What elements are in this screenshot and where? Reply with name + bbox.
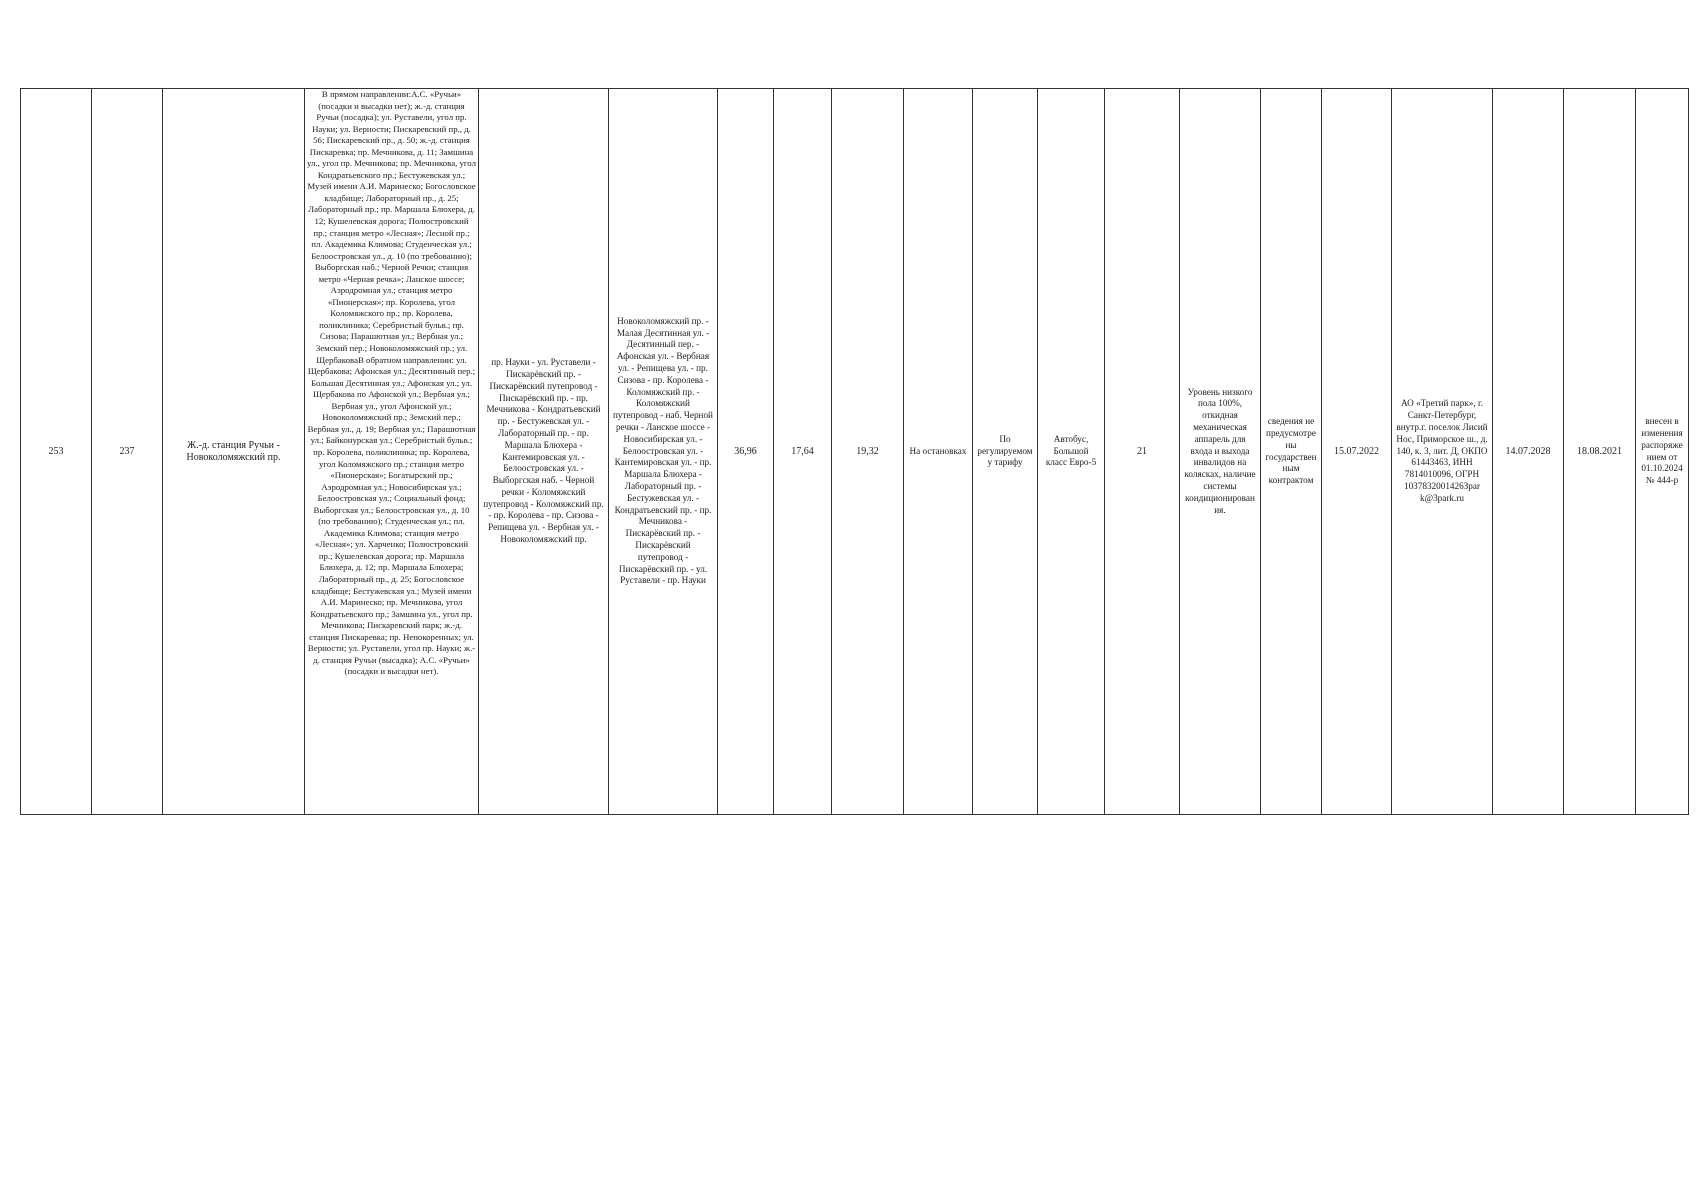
route-number: 237 xyxy=(119,445,135,457)
length-backward-cell xyxy=(832,89,904,815)
route-registry-table xyxy=(20,88,1689,815)
route-name: Ж.-д. станция Ручьи - Новоколомяжский пр. xyxy=(186,439,281,463)
end-date-cell xyxy=(1493,89,1564,815)
vehicle-count-cell xyxy=(1105,89,1180,815)
streets-forward-cell xyxy=(479,89,609,815)
length-total-cell xyxy=(718,89,774,815)
length-total: 36,96 xyxy=(734,445,757,457)
route-stops-cell xyxy=(305,89,479,815)
streets-forward: пр. Науки - ул. Руставели - Пискарёвский пр. - Пискарёвский путепровод - Пискарёвский пр. - пр. Мечникова - Кондратьевский пр. - Бестужевская ул. - Лабораторный пр. - пр. Маршала Блюхера - Кантемировская ул. - Белоостровская ул. - Выборгская наб. - Черной речки - Коломяжский путепровод - Коломяжский пр. - пр. Королева - пр. Сизова - Репищева ул. - Вербная ул. - Новоколомяжский пр. xyxy=(483,357,604,545)
vehicle-type: Автобус, Большой класс Евро-5 xyxy=(1045,433,1097,468)
row-number: 253 xyxy=(48,445,64,457)
length-backward: 19,32 xyxy=(856,445,879,457)
carrier-cell xyxy=(1392,89,1493,815)
note: внесен в изменения распоряжением от 01.10.2024 № 444-р xyxy=(1641,416,1683,486)
note-cell xyxy=(1636,89,1689,815)
table-row xyxy=(21,89,1689,815)
contract-info: сведения не предусмотрены государственным контрактом xyxy=(1265,416,1317,486)
tariff-cell xyxy=(973,89,1038,815)
tariff: По регулируемому тарифу xyxy=(977,433,1033,468)
boarding-order-cell xyxy=(904,89,973,815)
row-number-cell xyxy=(21,89,92,815)
route-number-cell xyxy=(92,89,163,815)
vehicle-type-cell xyxy=(1038,89,1105,815)
streets-backward-cell xyxy=(609,89,718,815)
length-forward: 17,64 xyxy=(791,445,814,457)
vehicle-count: 21 xyxy=(1137,445,1147,457)
end-date: 14.07.2028 xyxy=(1505,445,1551,457)
change-date-cell xyxy=(1564,89,1636,815)
contract-info-cell xyxy=(1261,89,1322,815)
route-stops: В прямом направлении:А.С. «Ручьи» (посадки и высадки нет); ж.-д. станция Ручьи (посадка); ул. Руставели, угол пр. Науки; ул. Верности; Пискаревский пр., д. 56; Пискаревский пр., д. 50; ж.-д. станция Пискаревка; пр. Мечникова, д. 11; Замшина ул., угол пр. Мечникова; пр. Мечникова, угол Кондратьевского пр.; Бестужевская ул.; Музей имени А.И. Маринеско; Богословское кладбище; Лабораторный пр., д. 25; Лабораторный пр.; пр. Маршала Блюхера, д. 12; Кушелевская дорога; Полюстровский пр.; станция метро «Лесная»; Лесной пр.; пл. Академика Климова; Студенческая ул.; Белоостровская ул., д. 10 (по требованию); Выборгская наб.; Черной Речки; станция метро «Черная речка»; Ланское шоссе; Аэродромная ул.; станция метро «Пионерская»; пр. Королева, угол Коломяжского пр.; пр. Королева, поликлиника; Серебристый бульв.; пр. Сизова; Парашютная ул.; Вербная ул.; Земский пер.; Новоколомяжский пр.; ул. ЩербаковаВ обратном направлении: ул. Щербакова; Афонская ул.; Десятинный пер.; Большая Десятинная ул.; Афонская ул.; ул. Щербакова по Афонской ул.; Вербная ул.; Вербная ул., угол Афонской ул.; Новоколомяжский пр.; Земский пер.; Вербная ул., д. 19; Вербная ул.; Парашютная ул.; Байконурская ул.; Серебристый бульв.; пр. Королева, поликлиника; пр. Королева, угол Коломяжского пр.; станция метро «Пионерская»; Богатырский пр.; Аэродромная ул.; Новосибирская ул.; Белоостровская ул.; Социальный фонд; Выборгская ул.; Белоостровская ул., д. 10 (по требованию); Студенческая ул.; пл. Академика Климова; станция метро «Лесная»; ул. Харченко; Полюстровский пр.; Кушелевская дорога; пр. Маршала Блюхера, д. 12; пр. Маршала Блюхера; Лабораторный пр., д. 25; Богословское кладбище; Бестужевская ул.; Музей имени А.И. Маринеско; пр. Мечникова, угол Кондратьевского пр.; Замшина ул., угол пр. Мечникова; Пискаревский парк; ж.-д. станция Пискаревка; пр. Непокоренных; ул. Верности; ул. Руставели, угол пр. Науки; ж.-д. станция Ручьи (высадка); А.С. «Ручьи» (посадки и высадки нет). xyxy=(307,89,476,677)
start-date: 15.07.2022 xyxy=(1334,445,1379,457)
route-name-cell xyxy=(163,89,305,815)
carrier-info: АО «Третий парк», г. Санкт-Петербург, внутр.г. поселок Лисий Нос, Приморское ш., д. 140, к. 3, лит. Д, ОКПО 61443463, ИНН 7814010096, ОГРН 1037832001426Зpar k@3park.ru xyxy=(1396,398,1488,503)
streets-backward: Новоколомяжский пр. - Малая Десятинная ул. - Десятинный пер. - Афонская ул. - Вербная ул. - Репищева ул. - пр. Сизова - пр. Королева - Коломяжский пр. - Коломяжский путепровод - наб. Черной речки - Ланское шоссе - Новосибирская ул. - Белоостровская ул. - Кантемировская ул. - пр. Маршала Блюхера - Лабораторный пр. - Бестужевская ул. - Кондратьевский пр. - пр. Мечникова - Пискарёвский пр. - Пискарёвский путепровод - Пискарёвский пр. - ул. Руставели - пр. Науки xyxy=(613,315,713,586)
change-date: 18.08.2021 xyxy=(1577,445,1622,457)
start-date-cell xyxy=(1322,89,1392,815)
accessibility-info: Уровень низкого пола 100%, откидная механическая аппарель для входа и выхода инвалидов на колясках, наличие системы кондиционирования. xyxy=(1184,386,1256,515)
boarding-order: На остановках xyxy=(909,445,967,456)
accessibility-cell xyxy=(1180,89,1261,815)
length-forward-cell xyxy=(774,89,832,815)
